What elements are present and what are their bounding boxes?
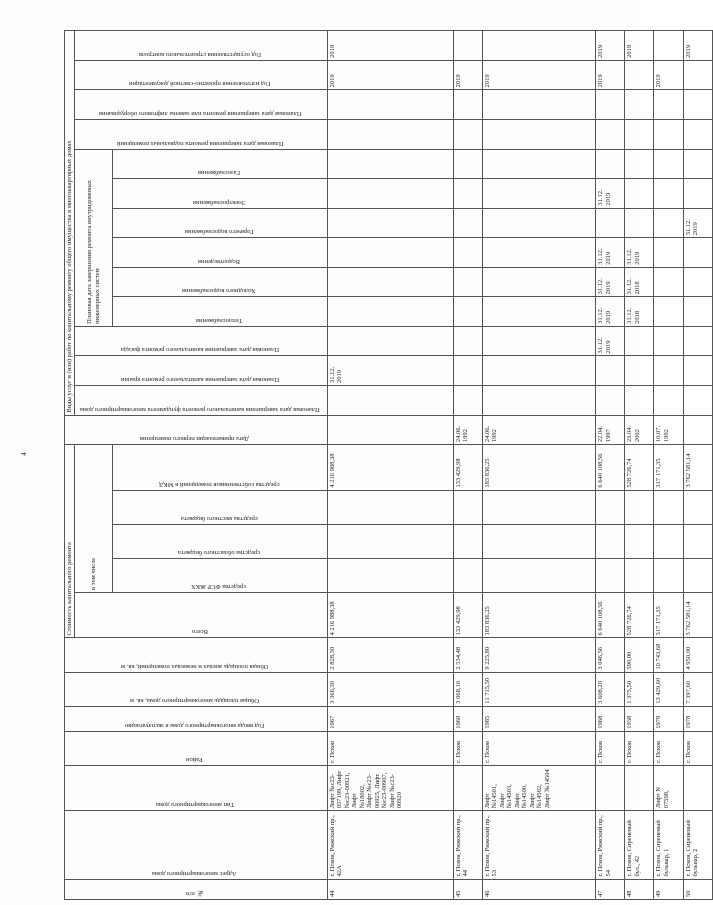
cell-gas <box>453 149 482 179</box>
cell-district: г. Псков <box>453 731 482 765</box>
col-control <box>75 31 328 61</box>
table-row <box>328 31 454 900</box>
cell-fsr <box>453 558 482 592</box>
col-incl-label: в том числе <box>90 557 98 590</box>
cell-heating: 31.12. 2019 <box>596 297 625 327</box>
cell-cost-total: 4 216 988,38 <box>328 592 454 637</box>
col-gas <box>113 149 328 179</box>
cell-district: г. Псков <box>654 731 683 765</box>
cell-fsr <box>625 558 654 592</box>
rotated-table-wrapper <box>64 30 699 900</box>
cell-foundation <box>482 386 596 416</box>
cell-elevator <box>453 90 482 120</box>
cell-roof <box>683 356 712 386</box>
cell-n: 49 <box>654 879 683 899</box>
cell-cold <box>683 267 712 297</box>
cell-foundation <box>625 386 654 416</box>
col-heating-label: Теплоснабжения <box>195 316 243 324</box>
cell-district: г. Псков <box>482 731 596 765</box>
cell-priv: 10.07. 1992 <box>654 415 683 445</box>
cell-n: 48 <box>625 879 654 899</box>
cell-elevator <box>683 90 712 120</box>
cell-elevator <box>596 90 625 120</box>
table-row <box>596 31 625 900</box>
cell-control: 2019 <box>328 31 454 61</box>
col-area-premises <box>65 638 328 672</box>
cell-year: 1978 <box>683 706 712 731</box>
col-design <box>75 60 328 90</box>
cell-area-premises: 590,00 <box>625 638 654 672</box>
cell-drain: 31.12. 2019 <box>625 238 654 268</box>
cell-area-premises: 9 225,80 <box>482 638 596 672</box>
col-area-total <box>65 672 328 706</box>
cell-priv: 22.04. 1997 <box>596 415 625 445</box>
cell-cost-total: 6 640 108,56 <box>596 592 625 637</box>
cell-district: г. Псков <box>683 731 712 765</box>
col-foundation-label: Плановая дата завершения капитального ремонта фундамента многоквартирного дома <box>80 405 320 413</box>
cell-cold <box>654 267 683 297</box>
cell-local <box>453 490 482 524</box>
col-hot-water-label: Горячего водоснабжения <box>184 228 254 236</box>
cell-type: Лифт №с23-057199, Лифт №с23-00921, Лифт №18002, Лифт №с23-00925, Лифт №с23-00907, Лифт №с23-00920 <box>328 765 454 810</box>
cell-basement <box>482 119 596 149</box>
table-row <box>683 31 712 900</box>
col-year <box>65 706 328 731</box>
cell-gas <box>482 149 596 179</box>
cell-n: 45 <box>453 879 482 899</box>
cell-cost-total: 317 171,35 <box>654 592 683 637</box>
table-row <box>625 31 654 900</box>
col-type <box>65 765 328 810</box>
cell-roof <box>625 356 654 386</box>
cell-roof <box>654 356 683 386</box>
cell-area-premises: 3 046,56 <box>596 638 625 672</box>
cell-elevator <box>328 90 454 120</box>
cell-heating <box>328 297 454 327</box>
col-heating <box>113 297 328 327</box>
cell-type <box>596 765 625 810</box>
cell-facade <box>625 326 654 356</box>
col-drainage-label: Водоотведения <box>197 257 240 265</box>
cell-cost-total: 3 762 581,14 <box>683 592 712 637</box>
cell-fsr <box>328 558 454 592</box>
cell-cold: 31.12. 2019 <box>596 267 625 297</box>
col-systems-group <box>75 149 113 326</box>
cell-roof <box>453 356 482 386</box>
cell-basement <box>683 119 712 149</box>
cell-elec <box>654 179 683 209</box>
cell-address: г. Псков, Рижский пр., 42А <box>328 811 454 879</box>
cell-region <box>328 524 454 558</box>
cell-priv: 23.04. 2002 <box>625 415 654 445</box>
cell-area-total: 3 068,10 <box>453 672 482 706</box>
cell-address: г. Псков, Сиреневый бул., 42 <box>625 811 654 879</box>
cell-design: 2019 <box>328 60 454 90</box>
col-electricity <box>113 179 328 209</box>
capital-repair-table <box>64 30 713 900</box>
cell-owners: 3 762 581,14 <box>683 445 712 490</box>
cell-year: 1967 <box>328 706 454 731</box>
col-address <box>65 811 328 879</box>
cell-elevator <box>625 90 654 120</box>
cell-type <box>453 765 482 810</box>
col-design-label: Год изготовления проектно-сметной документации <box>129 80 271 88</box>
cell-foundation <box>596 386 625 416</box>
cell-area-premises: 4 950,00 <box>683 638 712 672</box>
col-fund-owners-label: средства собственников помещений в МКД <box>158 480 280 488</box>
cell-priv: 24.06. 1992 <box>482 415 596 445</box>
col-drainage <box>113 238 328 268</box>
cell-year: 1938 <box>625 706 654 731</box>
cell-district: г. Псков <box>625 731 654 765</box>
cell-hot <box>625 208 654 238</box>
cell-type: Лифт N 07598, <box>654 765 683 810</box>
cell-foundation <box>654 386 683 416</box>
cell-owners: 183 836,25 <box>482 445 596 490</box>
col-fund-owners <box>113 445 328 490</box>
cell-address: г. Псков, Рижский пр., 54 <box>596 811 625 879</box>
cell-cold <box>328 267 454 297</box>
cell-year: 1968 <box>596 706 625 731</box>
cell-year: 1978 <box>654 706 683 731</box>
col-gas-label: Газоснабжения <box>197 169 240 177</box>
cell-region <box>654 524 683 558</box>
cell-control: 2019 <box>683 31 712 61</box>
cell-local <box>482 490 596 524</box>
col-systems-group-label: Плановая дата завершения ремонта внутридомовых инженерных систем <box>86 180 101 324</box>
cell-owners: 6 640 108,56 <box>596 445 625 490</box>
cell-region <box>683 524 712 558</box>
cell-priv <box>683 415 712 445</box>
cell-foundation <box>328 386 454 416</box>
cell-fsr <box>482 558 596 592</box>
cell-fsr <box>683 558 712 592</box>
cell-roof: 31.12. 2019 <box>328 356 454 386</box>
cell-address: г. Псков, Рижский пр., 44 <box>453 811 482 879</box>
cell-area-total: 3 366,30 <box>328 672 454 706</box>
cell-basement <box>654 119 683 149</box>
cell-heating <box>683 297 712 327</box>
cell-control: 2019 <box>625 31 654 61</box>
col-district-label: Район <box>186 755 204 763</box>
cell-elevator <box>482 90 596 120</box>
cell-hot <box>453 208 482 238</box>
cell-local <box>654 490 683 524</box>
cell-drain <box>654 238 683 268</box>
cell-drain <box>453 238 482 268</box>
cell-heating: 31.12. 2018 <box>625 297 654 327</box>
cell-cold <box>453 267 482 297</box>
cell-design <box>683 60 712 90</box>
cell-year: 1968 <box>453 706 482 731</box>
cell-area-total: 7 397,60 <box>683 672 712 706</box>
cell-elec <box>453 179 482 209</box>
cell-hot <box>482 208 596 238</box>
col-elevator-label: Плановая дата завершения ремонта или замены лифтового оборудования <box>98 109 302 117</box>
cell-design: 2019 <box>654 60 683 90</box>
col-facade-label: Плановая дата завершения капитального ремонта фасада <box>120 346 280 354</box>
cell-elec <box>683 179 712 209</box>
cell-area-premises: 10 743,68 <box>654 638 683 672</box>
cell-local <box>328 490 454 524</box>
cell-design <box>625 60 654 90</box>
cell-n: 50 <box>683 879 712 899</box>
col-foundation <box>75 386 328 416</box>
cell-gas <box>654 149 683 179</box>
col-fund-fsr <box>113 558 328 592</box>
col-fund-local <box>113 490 328 524</box>
cell-design: 2019 <box>596 60 625 90</box>
col-basement-label: Плановая дата завершения ремонта подвальных помещений <box>116 139 284 147</box>
col-address-label: Адрес многоквартирного дома <box>152 869 238 877</box>
col-cost-group <box>65 445 75 638</box>
cell-owners: 528 726,74 <box>625 445 654 490</box>
col-rownum-label: № п/п <box>186 890 204 897</box>
cell-facade: 31.12. 2019 <box>596 326 625 356</box>
col-district <box>65 731 328 765</box>
col-cost-total <box>75 592 328 637</box>
col-roof <box>75 356 328 386</box>
cell-hot: 31.12. 2019 <box>683 208 712 238</box>
col-basement <box>75 119 328 149</box>
cell-area-total: 13 429,60 <box>654 672 683 706</box>
cell-basement <box>596 119 625 149</box>
cell-priv <box>328 415 454 445</box>
cell-priv: 24.06. 1992 <box>453 415 482 445</box>
cell-drain <box>328 238 454 268</box>
cell-fsr <box>654 558 683 592</box>
cell-cost-total: 133 429,98 <box>453 592 482 637</box>
cell-roof <box>596 356 625 386</box>
cell-facade <box>683 326 712 356</box>
col-works-group-label: Виды услуг и (или) работ по капитальному ремонту общего имущества в многоквартирных домах <box>66 140 73 413</box>
cell-type <box>683 765 712 810</box>
col-year-label: Год ввода многоквартирного дома в эксплуатацию <box>125 721 265 729</box>
cell-area-premises: 2 828,30 <box>328 638 454 672</box>
cell-elec <box>328 179 454 209</box>
cell-drain: 31.12. 2019 <box>596 238 625 268</box>
col-area-premises-label: Общая площадь жилых и нежилых помещений, кв. м <box>121 662 269 670</box>
cell-elec: 31.12. 2019 <box>596 179 625 209</box>
cell-basement <box>453 119 482 149</box>
cell-facade <box>654 326 683 356</box>
cell-region <box>453 524 482 558</box>
col-cold-water <box>113 267 328 297</box>
cell-drain <box>683 238 712 268</box>
col-rownum <box>65 879 328 899</box>
table-row <box>482 31 596 900</box>
col-works-group <box>65 31 75 416</box>
cell-elevator <box>654 90 683 120</box>
cell-address: г. Псков, Рижский пр., 53 <box>482 811 596 879</box>
col-electricity-label: Электроснабжения <box>192 198 246 206</box>
page-number: 4 <box>19 452 28 456</box>
cell-drain <box>482 238 596 268</box>
col-elevator <box>75 90 328 120</box>
cell-foundation <box>453 386 482 416</box>
cell-address: г. Псков, Сиреневый бульвар, 2 <box>683 811 712 879</box>
col-cold-water-label: Холодного водоснабжения <box>182 287 256 295</box>
cell-owners: 133 429,98 <box>453 445 482 490</box>
cell-n: 47 <box>596 879 625 899</box>
cell-facade <box>482 326 596 356</box>
cell-design: 2019 <box>453 60 482 90</box>
cell-type <box>625 765 654 810</box>
cell-local <box>625 490 654 524</box>
cell-heating <box>654 297 683 327</box>
cell-district: г. Псков <box>328 731 454 765</box>
cell-gas <box>328 149 454 179</box>
col-control-label: Год осуществления строительного контроля <box>138 50 262 58</box>
table-row <box>654 31 683 900</box>
cell-cold <box>482 267 596 297</box>
cell-cold: 31.12. 2018 <box>625 267 654 297</box>
col-type-label: Тип многоквартирного дома <box>155 801 234 809</box>
cell-heating <box>482 297 596 327</box>
col-privatization <box>65 415 328 445</box>
cell-area-total: 3 608,20 <box>596 672 625 706</box>
cell-control <box>654 31 683 61</box>
cell-cost-total: 183 836,25 <box>482 592 596 637</box>
col-fund-region-label: средства областного бюджета <box>177 548 260 556</box>
cell-control <box>453 31 482 61</box>
cell-elec <box>625 179 654 209</box>
cell-owners: 4 216 988,38 <box>328 445 454 490</box>
table-row <box>453 31 482 900</box>
cell-n: 46 <box>482 879 596 899</box>
cell-region <box>596 524 625 558</box>
col-cost-group-label: Стоимость капитального ремонта <box>66 542 73 636</box>
cell-local <box>683 490 712 524</box>
col-incl <box>75 445 113 593</box>
cell-basement <box>625 119 654 149</box>
cell-area-premises: 2 534,48 <box>453 638 482 672</box>
col-fund-local-label: средства местного бюджета <box>180 514 258 522</box>
cell-hot <box>328 208 454 238</box>
cell-gas <box>683 149 712 179</box>
col-roof-label: Плановая дата завершения капитального ремонта крыши <box>120 376 280 384</box>
cell-hot <box>596 208 625 238</box>
col-hot-water <box>113 208 328 238</box>
cell-control <box>482 31 596 61</box>
cell-heating <box>453 297 482 327</box>
cell-year: 1985 <box>482 706 596 731</box>
cell-region <box>625 524 654 558</box>
col-cost-total-label: Всего <box>192 628 208 636</box>
cell-foundation <box>683 386 712 416</box>
cell-facade <box>328 326 454 356</box>
cell-elec <box>482 179 596 209</box>
cell-area-total: 1 375,50 <box>625 672 654 706</box>
cell-n: 44 <box>328 879 454 899</box>
cell-type: Лифт №14501, Лифт №14503, Лифт №14500, Лифт №14502, Лифт №14504 <box>482 765 596 810</box>
col-fund-region <box>113 524 328 558</box>
cell-hot <box>654 208 683 238</box>
cell-gas <box>625 149 654 179</box>
cell-basement <box>328 119 454 149</box>
cell-control: 2019 <box>596 31 625 61</box>
cell-owners: 317 171,35 <box>654 445 683 490</box>
table-body <box>328 31 713 900</box>
cell-cost-total: 528 726,74 <box>625 592 654 637</box>
cell-district: г. Псков <box>596 731 625 765</box>
cell-region <box>482 524 596 558</box>
cell-area-total: 11 715,50 <box>482 672 596 706</box>
cell-address: г. Псков, Сиреневый бульвар, 1 <box>654 811 683 879</box>
col-facade <box>75 326 328 356</box>
col-fund-fsr-label: средства ФСР ЖКХ <box>191 582 247 590</box>
cell-facade <box>453 326 482 356</box>
cell-local <box>596 490 625 524</box>
col-area-total-label: Общая площадь многоквартирного дома, кв. м <box>130 696 260 704</box>
cell-design: 2019 <box>482 60 596 90</box>
cell-gas <box>596 149 625 179</box>
col-privatization-label: Дата приватизации первого помещения <box>140 435 250 443</box>
cell-fsr <box>596 558 625 592</box>
cell-roof <box>482 356 596 386</box>
